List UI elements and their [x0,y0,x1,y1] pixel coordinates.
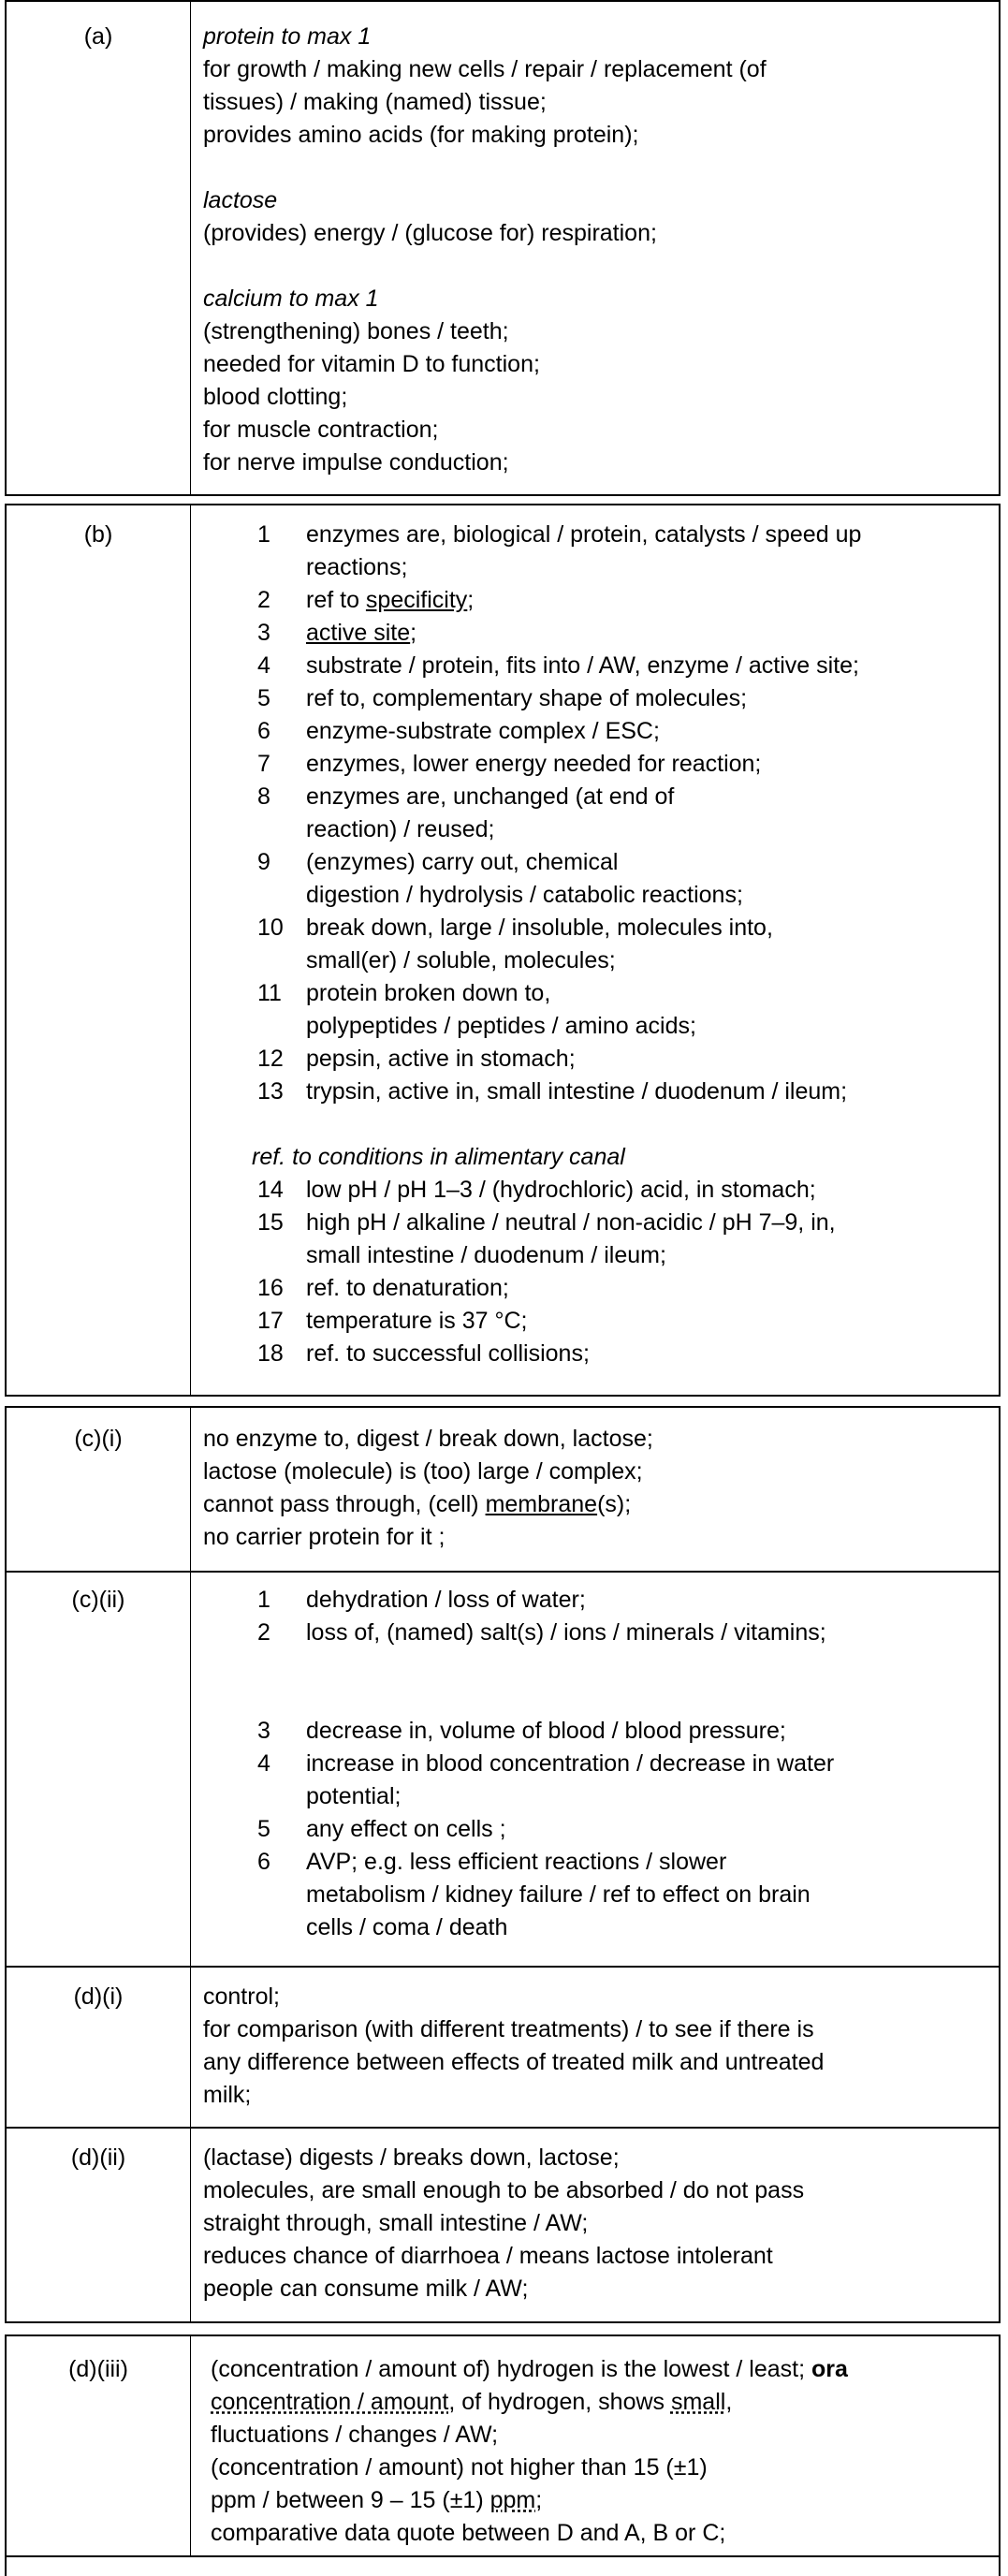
item-number: 2 [257,1619,270,1646]
item-text: ref to, complementary shape of molecules; [306,685,748,711]
underlined-term: ppm [489,2487,536,2513]
underlined-term: specificity [365,587,468,613]
answer-line: (strengthening) bones / teeth; [203,318,509,344]
item-number: 14 [257,1177,284,1203]
item-text: decrease in, volume of blood / blood pressure; [306,1718,786,1744]
item-text: ref to [306,587,366,613]
answer-line [211,2386,986,2419]
answer-line: lactose (molecule) is (too) large / complex; [203,1458,643,1485]
item-text: any effect on cells ; [306,1816,506,1842]
item-number: 9 [257,849,270,875]
answer-text: of hydrogen, shows [455,2389,671,2415]
column-divider [190,2129,191,2321]
answer-box-d-iii [5,2334,1001,2557]
item-number: 1 [257,1587,270,1613]
list-item [252,1617,986,1649]
answer-content [203,2142,986,2305]
item-continuation: small(er) / soluble, molecules; [306,947,616,973]
answer-line [211,2353,986,2386]
column-divider [190,2,191,494]
question-label: (d)(ii) [70,2144,126,2171]
answer-text: (s); [597,1491,632,1517]
question-label: (c)(ii) [71,1587,125,1613]
answer-line: for nerve impulse conduction; [203,449,509,476]
item-text: trypsin, active in, small intestine / duodenum / ileum; [306,1078,848,1105]
item-text: substrate / protein, fits into / AW, enzyme / active site; [306,652,859,679]
answer-content [203,1981,986,2112]
question-label: (d)(iii) [68,2356,128,2382]
column-divider [190,1573,191,1966]
answer-line: (provides) energy / (glucose for) respiration; [203,220,657,246]
list-item [252,584,986,617]
list-item [252,748,986,781]
table-continuation [5,2557,1001,2576]
item-number: 5 [257,1816,270,1842]
answer-line: milk; [203,2082,252,2108]
item-number: 6 [257,1849,270,1875]
answer-line [203,250,986,283]
item-number: 1 [257,521,270,548]
item-continuation: digestion / hydrolysis / catabolic reactions; [306,882,743,908]
item-number: 16 [257,1275,284,1301]
answer-line: protein to max 1 [203,23,372,50]
question-label: (a) [83,23,113,50]
item-text: temperature is 37 °C; [306,1308,528,1334]
item-number: 15 [257,1209,284,1236]
answer-line: no carrier protein for it ; [203,1524,446,1550]
item-text: protein broken down to, [306,980,551,1006]
item-number: 17 [257,1308,284,1334]
item-text: enzymes, lower energy needed for reaction; [306,751,762,777]
answer-line [203,1488,986,1521]
answer-line: no enzyme to, digest / break down, lactose; [203,1426,653,1452]
list-item [252,715,986,748]
underlined-term: membrane [485,1491,598,1517]
answer-line: for growth / making new cells / repair / replacement (of [203,56,767,82]
answer-line: comparative data quote between D and A, B or C; [211,2520,726,2546]
item-number: 5 [257,685,270,711]
answer-line: molecules, are small enough to be absorbed / do not pass [203,2177,805,2203]
answer-line: for comparison (with different treatments) / to see if there is [203,2016,814,2042]
answer-line: (concentration / amount) not higher than 15 (±1) [211,2454,708,2481]
question-label: (b) [83,521,113,548]
answer-text: ; [535,2487,543,2513]
answer-line: straight through, small intestine / AW; [203,2210,589,2236]
answer-content [252,1584,986,1944]
list-item [252,1813,986,1846]
answer-text: cannot pass through, (cell) [203,1491,486,1517]
list-item [252,519,986,551]
list-item [252,1174,986,1207]
item-continuation: reaction) / reused; [306,816,495,842]
list-item [252,781,986,813]
item-text: AVP; e.g. less efficient reactions / slower [306,1849,727,1875]
answer-line [203,152,986,184]
item-number: 8 [257,783,270,810]
item-number: 4 [257,652,270,679]
underlined-term: concentration / amount, [211,2389,456,2415]
answer-box-d-ii [5,2127,1001,2323]
item-number: 2 [257,587,270,613]
answer-line: needed for vitamin D to function; [203,351,540,377]
item-continuation: cells / coma / death [306,1914,508,1940]
answer-box-c-ii [5,1571,1001,1968]
item-number: 12 [257,1046,284,1072]
list-item [252,1207,986,1239]
column-divider [190,1968,191,2127]
item-text: enzymes are, unchanged (at end of [306,783,675,810]
item-text: high pH / alkaline / neutral / non-acidic / pH 7–9, in, [306,1209,836,1236]
question-label: (d)(i) [73,1983,124,2010]
spacer [252,1108,986,1141]
item-number: 10 [257,915,284,941]
answer-line: control; [203,1983,280,2010]
item-text: ref. to successful collisions; [306,1340,590,1367]
answer-box-d-i [5,1966,1001,2129]
answer-content [252,519,986,1370]
list-item [252,1846,986,1879]
item-continuation: polypeptides / peptides / amino acids; [306,1013,696,1039]
item-text: dehydration / loss of water; [306,1587,586,1613]
item-text: ; [410,620,417,646]
answer-line: for muscle contraction; [203,417,439,443]
ora-marker: ora [811,2356,848,2382]
item-text: enzyme-substrate complex / ESC; [306,718,660,744]
answer-box-a [5,0,1001,496]
answer-box-b [5,504,1001,1397]
item-number: 18 [257,1340,284,1367]
item-number: 3 [257,620,270,646]
item-text: low pH / pH 1–3 / (hydrochloric) acid, in stomach; [306,1177,816,1203]
list-item [252,977,986,1010]
item-text: (enzymes) carry out, chemical [306,849,619,875]
answer-line: provides amino acids (for making protein); [203,122,639,148]
item-text: pepsin, active in stomach; [306,1046,576,1072]
item-text: ; [467,587,475,613]
answer-content [203,1423,986,1554]
list-item [252,1338,986,1370]
list-item [252,1715,986,1748]
answer-line: people can consume milk / AW; [203,2276,529,2302]
item-number: 3 [257,1718,270,1744]
item-number: 11 [257,980,282,1006]
answer-line: lactose [203,187,278,213]
item-continuation: reactions; [306,554,408,580]
answer-box-c-i [5,1406,1001,1573]
spacer [252,1649,986,1682]
answer-line: tissues) / making (named) tissue; [203,89,547,115]
item-continuation: potential; [306,1783,402,1809]
column-divider [190,1408,191,1571]
item-text: ref. to denaturation; [306,1275,509,1301]
item-number: 4 [257,1750,270,1777]
item-text: break down, large / insoluble, molecules into, [306,915,773,941]
item-number: 13 [257,1078,284,1105]
answer-text: ppm / between 9 – 15 (±1) [211,2487,490,2513]
list-item [252,650,986,682]
item-number: 6 [257,718,270,744]
item-continuation: small intestine / duodenum / ileum; [306,1242,666,1268]
column-divider [190,505,191,1395]
list-item [252,682,986,715]
answer-content [203,21,986,479]
answer-line: any difference between effects of treated milk and untreated [203,2049,825,2075]
section-heading: ref. to conditions in alimentary canal [252,1144,625,1170]
answer-line: reduces chance of diarrhoea / means lactose intolerant [203,2243,773,2269]
underlined-term: active site [306,620,411,646]
list-item [252,1584,986,1617]
answer-line [211,2484,986,2517]
answer-text: (concentration / amount of) hydrogen is the lowest / least; [211,2356,812,2382]
answer-line: blood clotting; [203,384,348,410]
list-item [252,846,986,879]
answer-line: calcium to max 1 [203,285,379,312]
list-item [252,1043,986,1076]
item-text: enzymes are, biological / protein, catalysts / speed up [306,521,862,548]
list-item [252,1076,986,1108]
list-item [252,1272,986,1305]
answer-line: (lactase) digests / breaks down, lactose; [203,2144,620,2171]
list-item [252,912,986,944]
answer-content [211,2353,986,2550]
answer-line: fluctuations / changes / AW; [211,2422,499,2448]
spacer [252,1682,986,1715]
underlined-term: small, [670,2389,733,2415]
item-text: loss of, (named) salt(s) / ions / minerals / vitamins; [306,1619,826,1646]
column-divider [190,2336,191,2555]
question-label: (c)(i) [74,1426,123,1452]
item-continuation: metabolism / kidney failure / ref to effect on brain [306,1881,811,1908]
list-item [252,1748,986,1780]
list-item [252,1305,986,1338]
item-text: increase in blood concentration / decrease in water [306,1750,835,1777]
list-item [252,617,986,650]
item-number: 7 [257,751,270,777]
